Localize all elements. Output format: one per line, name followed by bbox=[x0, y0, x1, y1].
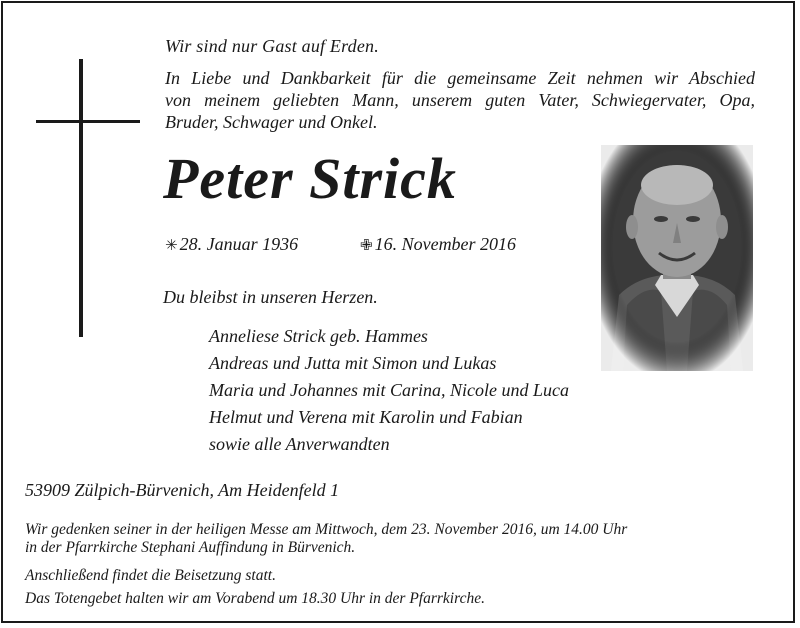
farewell-paragraph bbox=[165, 67, 755, 133]
address: 53909 Zülpich-Bürvenich, Am Heidenfeld 1 bbox=[25, 480, 340, 500]
cross-icon-crossbar bbox=[36, 120, 140, 123]
mourner-item: Anneliese Strick geb. Hammes bbox=[209, 326, 428, 346]
mourner-item: Maria und Johannes mit Carina, Nicole und Luca bbox=[209, 380, 569, 400]
deceased-name: Peter Strick bbox=[163, 146, 457, 211]
mourners-list bbox=[209, 323, 569, 458]
portrait-illustration bbox=[601, 145, 753, 371]
mourner-item: sowie alle Anverwandten bbox=[209, 434, 390, 454]
farewell-line: In Liebe und Dankbarkeit für die gemeinsame Zeit nehmen wir Abschied bbox=[165, 68, 755, 88]
death-cross-icon: ✙ bbox=[360, 236, 373, 254]
death-date bbox=[360, 234, 516, 255]
birth-star-icon: ✳ bbox=[165, 236, 178, 254]
service-line: in der Pfarrkirche Stephani Auffindung in Bürvenich. bbox=[25, 539, 356, 556]
farewell-line: Bruder, Schwager und Onkel. bbox=[165, 112, 378, 132]
intro-line: Wir sind nur Gast auf Erden. bbox=[165, 36, 379, 56]
mourner-item: Andreas und Jutta mit Simon und Lukas bbox=[209, 353, 497, 373]
farewell-line: von meinem geliebten Mann, unserem guten Vater, Schwiegervater, Opa, bbox=[165, 90, 755, 110]
prayer-notice: Das Totengebet halten wir am Vorabend um 18.30 Uhr in der Pfarrkirche. bbox=[25, 590, 485, 607]
cross-icon bbox=[79, 59, 83, 337]
birth-date bbox=[165, 234, 298, 255]
portrait-photo bbox=[601, 145, 753, 371]
mourner-item: Helmut und Verena mit Karolin und Fabian bbox=[209, 407, 523, 427]
obituary-notice bbox=[1, 1, 795, 623]
death-date-text: 16. November 2016 bbox=[374, 234, 517, 254]
heart-line: Du bleibst in unseren Herzen. bbox=[163, 287, 378, 307]
burial-notice: Anschließend findet die Beisetzung statt. bbox=[25, 567, 276, 584]
birth-date-text: 28. Januar 1936 bbox=[179, 234, 299, 254]
service-notice bbox=[25, 521, 627, 557]
service-line: Wir gedenken seiner in der heiligen Messe am Mittwoch, dem 23. November 2016, um 14.00 Uhr bbox=[25, 521, 628, 538]
